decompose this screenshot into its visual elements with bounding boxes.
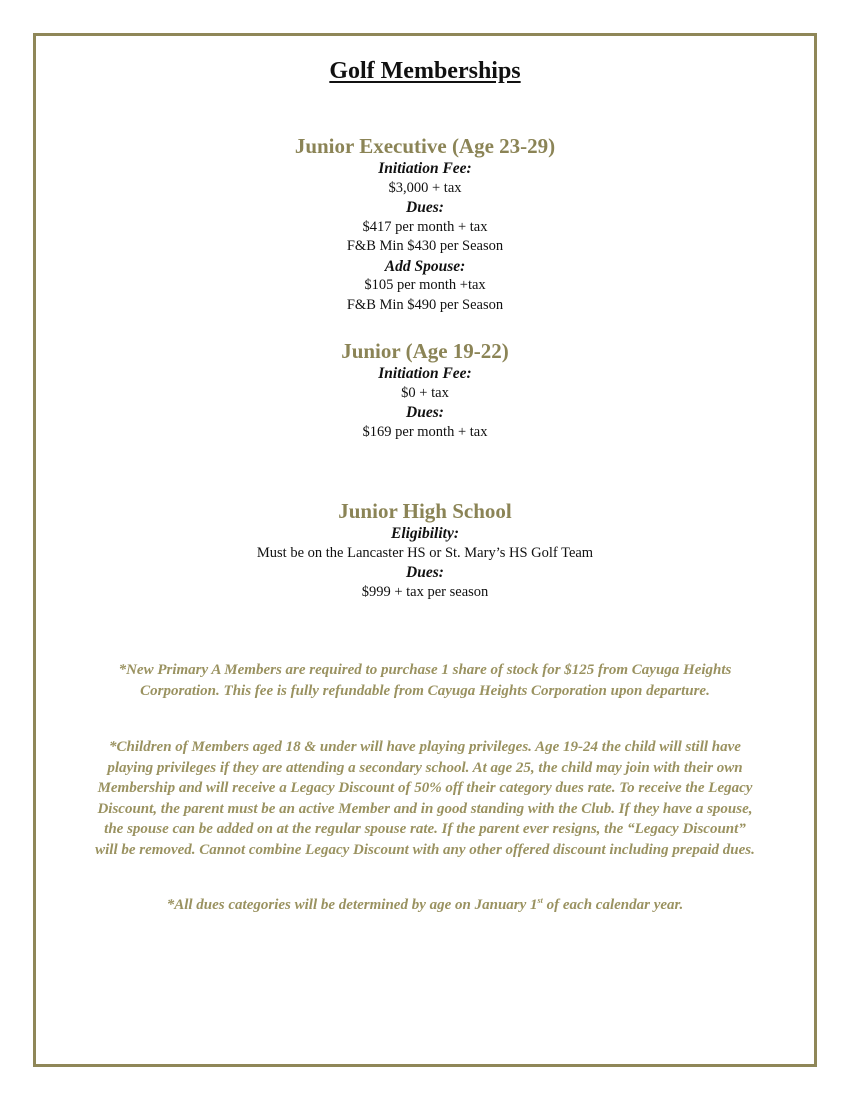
initiation-fee-value: $3,000 + tax (388, 179, 462, 196)
section-junior (0, 338, 850, 442)
stock-note: *New Primary A Members are required to purchase 1 share of stock for $125 from Cayuga Heights Corporation. This fee is fully refundable from Cayuga Heights Corporation upon departure. (118, 662, 732, 699)
dues-value: $169 per month + tax (362, 423, 488, 440)
eligibility-value: Must be on the Lancaster HS or St. Mary’s HS Golf Team (256, 544, 594, 561)
add-spouse-value: $105 per month +tax (364, 277, 486, 293)
dues-value: $999 + tax per season (361, 583, 489, 600)
age-note-ordinal: st (537, 896, 543, 905)
eligibility-label: Eligibility: (390, 525, 460, 542)
dues-label: Dues: (406, 404, 444, 421)
add-spouse-label: Add Spouse: (384, 257, 466, 275)
dues-value: $417 per month + tax (362, 218, 488, 235)
page-title: Golf Memberships (329, 58, 521, 84)
age-determination-note (95, 895, 755, 916)
dues-label: Dues: (406, 564, 444, 581)
section-junior-executive (0, 133, 850, 315)
section-junior-high-school (0, 498, 850, 602)
dues-label: Dues: (406, 199, 444, 216)
age-note-text: *All dues categories will be determined by age on January 1 (166, 897, 538, 913)
age-note-suffix: of each calendar year. (542, 897, 684, 913)
initiation-fee-label: Initiation Fee: (378, 365, 472, 382)
children-legacy-note: *Children of Members aged 18 & under will have playing privileges. Age 19-24 the child will still have playing privileges if they are attending a secondary school. At age 25, the child may join with their own Membership and will receive a Legacy Discount of 50% off their category dues rate. To receive the Legacy Discount, the parent must be an active Member and in good standing with the Club. If they have a spouse, the spouse can be added on at the regular spouse rate. If the parent ever resigns, the “Legacy Discount” will be removed. Cannot combine Legacy Discount with any other offered discount including prepaid dues. (95, 739, 755, 858)
section-title: Junior Executive (Age 23-29) (294, 134, 556, 158)
section-title: Junior High School (338, 499, 512, 523)
initiation-fee-value: $0 + tax (401, 384, 449, 401)
dues-fb-minimum: F&B Min $430 per Season (346, 238, 504, 254)
add-spouse-fb-minimum: F&B Min $490 per Season (346, 296, 504, 313)
section-title: Junior (Age 19-22) (341, 339, 509, 363)
initiation-fee-label: Initiation Fee: (378, 160, 472, 177)
